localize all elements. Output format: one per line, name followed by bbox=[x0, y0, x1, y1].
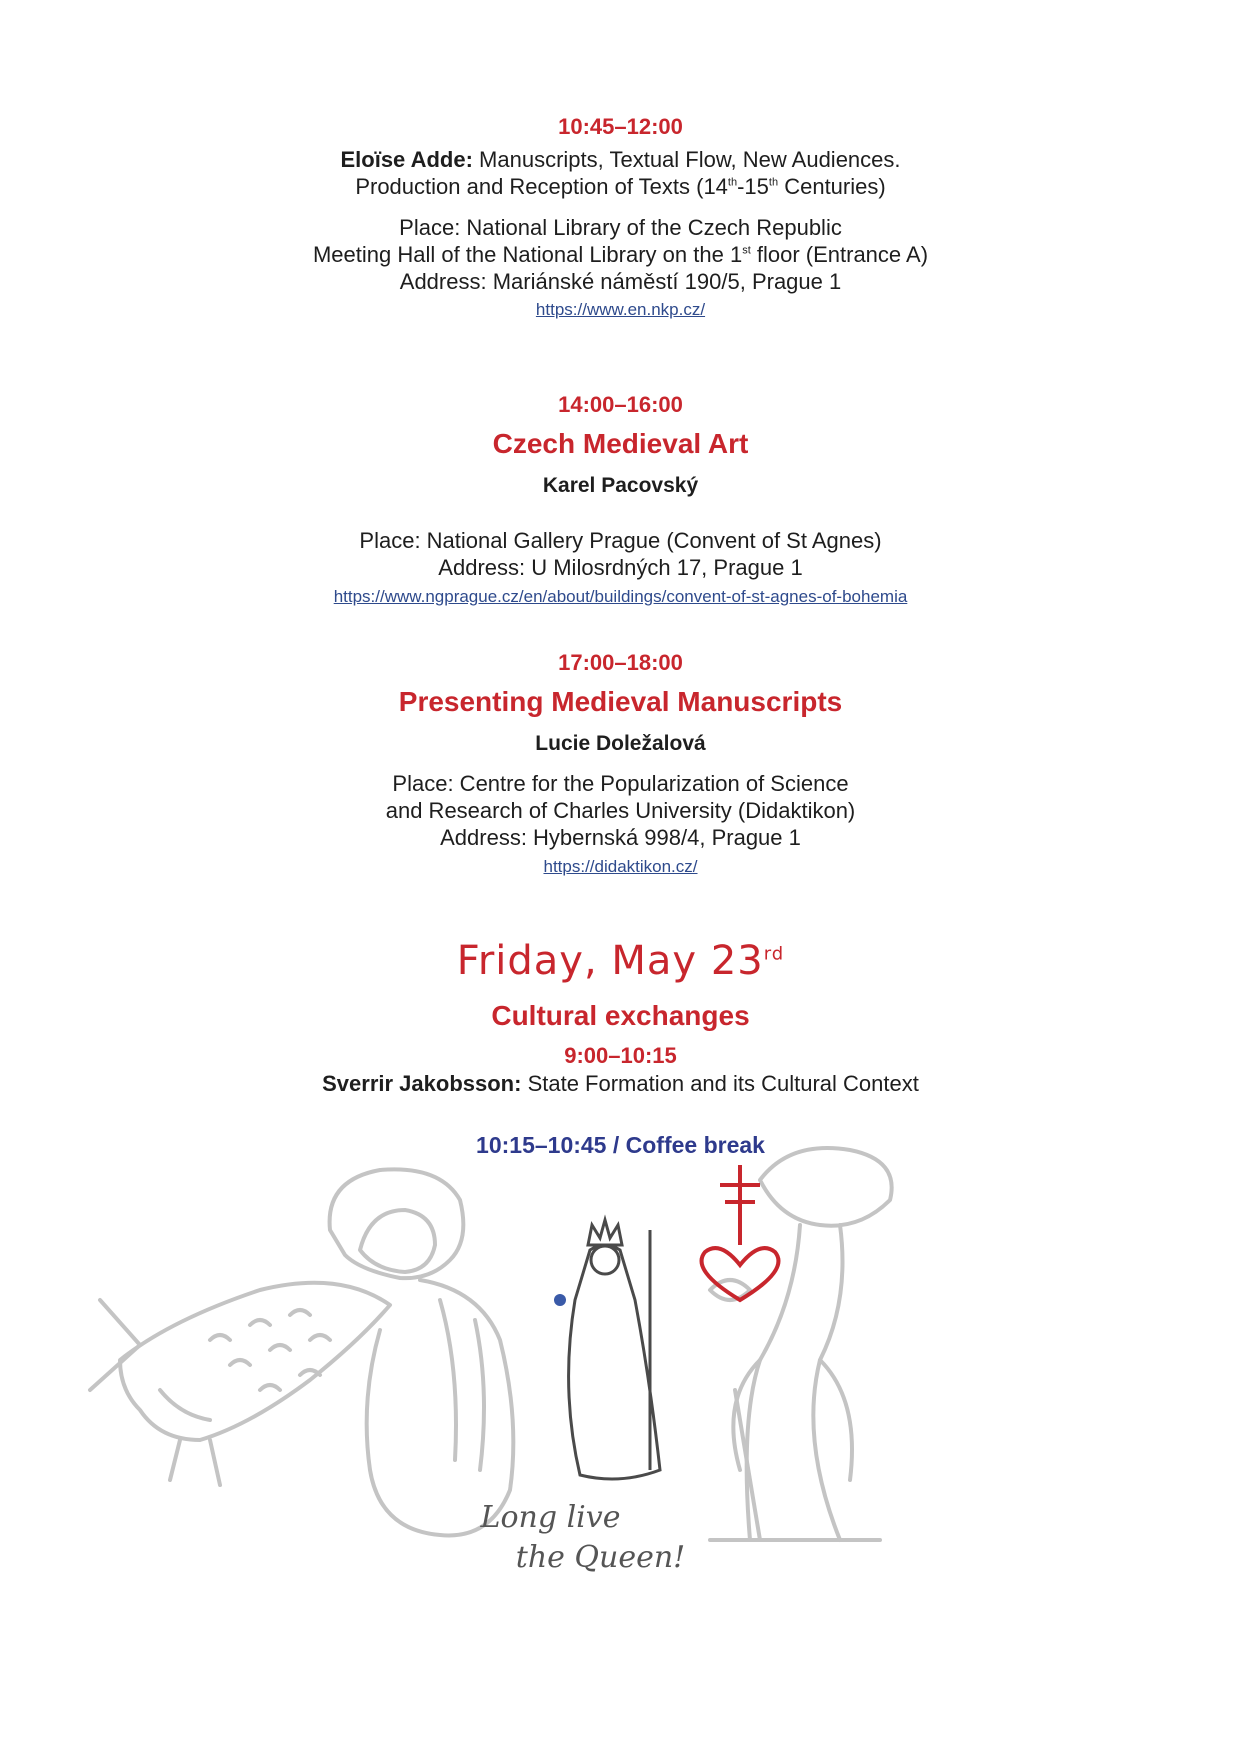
session1-talk-title-2b: -15 bbox=[737, 174, 769, 199]
friday-heading bbox=[0, 938, 1241, 984]
friday-talk bbox=[0, 1070, 1241, 1097]
session3-place-line1: Place: Centre for the Popularization of Science bbox=[392, 771, 849, 796]
session2-place: Place: National Gallery Prague (Convent of St Agnes) bbox=[359, 528, 882, 553]
cross-heart-icon bbox=[702, 1165, 779, 1300]
session1-speaker: Eloïse Adde: bbox=[340, 147, 473, 172]
session3-place-line2: and Research of Charles University (Didaktikon) bbox=[385, 798, 856, 823]
session1-place-2a: Meeting Hall of the National Library on the 1 bbox=[312, 242, 743, 267]
session1-place-line2 bbox=[0, 241, 1241, 268]
session2-address: Address: U Milosrdných 17, Prague 1 bbox=[438, 555, 803, 580]
session1-sup1: th bbox=[727, 176, 738, 189]
illustration-caption-2: the Queen! bbox=[515, 1540, 686, 1575]
friday-day: Friday, May 23 bbox=[456, 938, 764, 984]
friday-talk-title: State Formation and its Cultural Context bbox=[527, 1071, 919, 1096]
session1-sup2: th bbox=[768, 176, 779, 189]
session1-talk-title-1: Manuscripts, Textual Flow, New Audiences. bbox=[479, 147, 901, 172]
session2-speaker: Karel Pacovský bbox=[542, 474, 699, 497]
session1-place-2b: floor (Entrance A) bbox=[750, 242, 929, 267]
session1-talk-title-2a: Production and Reception of Texts (14 bbox=[355, 174, 728, 199]
session3-address: Address: Hybernská 998/4, Prague 1 bbox=[440, 825, 801, 850]
man-figure bbox=[330, 1169, 514, 1535]
friday-theme: Cultural exchanges bbox=[491, 1000, 750, 1031]
session3-speaker: Lucie Doležalová bbox=[535, 732, 706, 755]
queen-figure bbox=[554, 1220, 660, 1479]
session2-time: 14:00–16:00 bbox=[558, 392, 683, 417]
tree-figure bbox=[710, 1148, 892, 1540]
fish-figure bbox=[90, 1283, 390, 1485]
friday-speaker: Sverrir Jakobsson: bbox=[322, 1071, 522, 1096]
session1-place-sup: st bbox=[742, 244, 751, 257]
session3-title: Presenting Medieval Manuscripts bbox=[398, 686, 843, 717]
coffee-break: 10:15–10:45 / Coffee break bbox=[476, 1132, 765, 1158]
session2-link[interactable]: https://www.ngprague.cz/en/about/buildings/convent-of-st-agnes-of-bohemia bbox=[333, 587, 908, 606]
session1-talk-line1 bbox=[0, 146, 1241, 173]
session1-link[interactable]: https://www.en.nkp.cz/ bbox=[535, 300, 706, 319]
friday-day-sup: rd bbox=[763, 943, 785, 965]
session1-address: Address: Mariánské náměstí 190/5, Prague 1 bbox=[399, 269, 842, 294]
session3-link[interactable]: https://didaktikon.cz/ bbox=[543, 857, 698, 876]
session1-talk-line2 bbox=[0, 173, 1241, 200]
session3-time: 17:00–18:00 bbox=[558, 650, 683, 675]
illustration-caption-1: Long live bbox=[480, 1500, 621, 1535]
session2-title: Czech Medieval Art bbox=[492, 428, 749, 459]
session1-time: 10:45–12:00 bbox=[558, 114, 683, 139]
session1-place-line1: Place: National Library of the Czech Republic bbox=[399, 215, 842, 240]
friday-time: 9:00–10:15 bbox=[564, 1043, 677, 1068]
session1-talk-title-2c: Centuries) bbox=[778, 174, 886, 199]
